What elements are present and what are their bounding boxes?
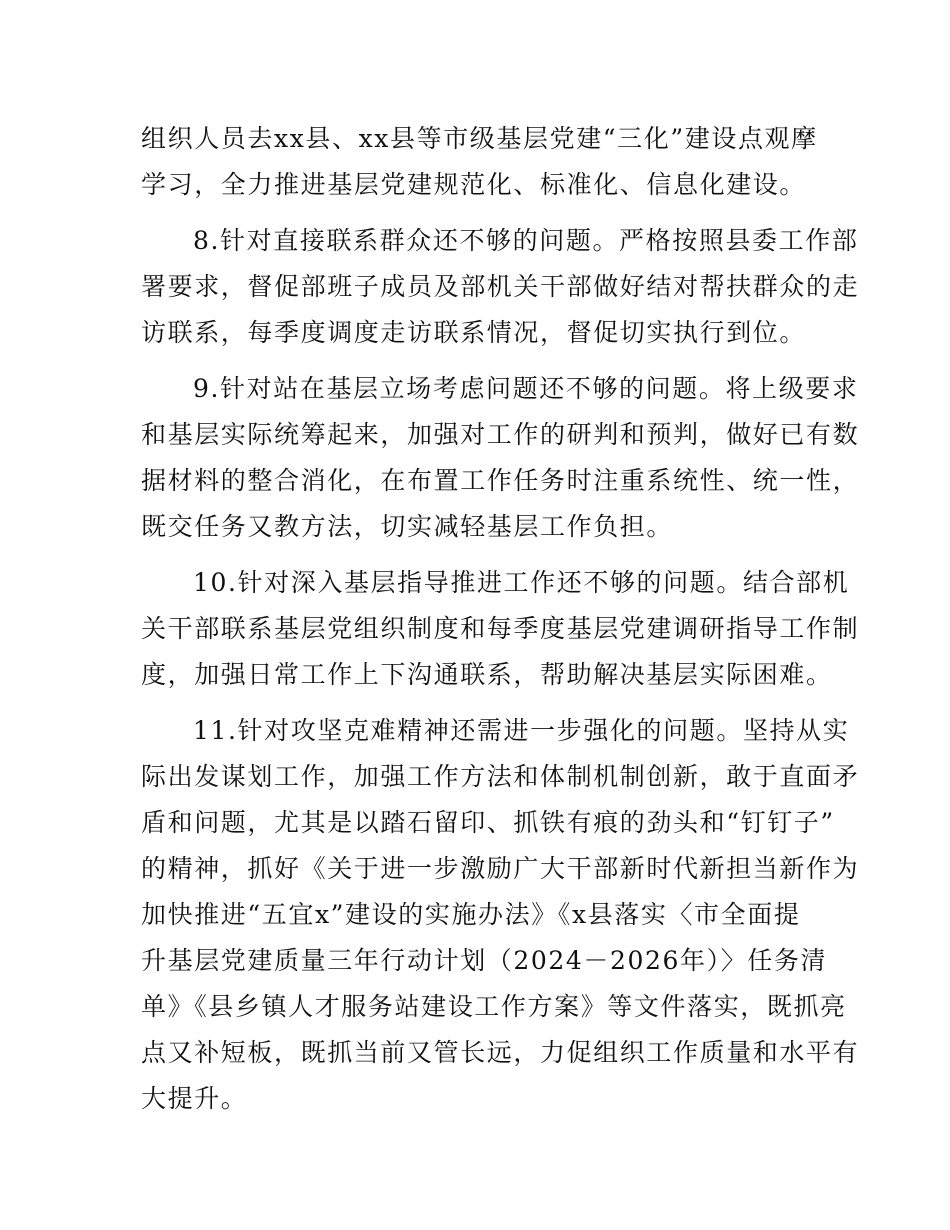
text-line: 8.针对直接联系群众还不够的问题。严格按照县委工作部 <box>193 226 859 255</box>
text-line: 单》《县乡镇人才服务站建设工作方案》等文件落实，既抓亮 <box>141 992 847 1021</box>
text-line: 点又补短板，既抓当前又管长远，力促组织工作质量和水平有 <box>141 1038 860 1067</box>
text-line: 际出发谋划工作，加强工作方法和体制机制创新，敢于直面矛 <box>141 762 860 791</box>
text-line: 既交任务又教方法，切实减轻基层工作负担。 <box>141 512 674 541</box>
text-line: 10.针对深入基层指导推进工作还不够的问题。结合部机 <box>193 568 850 597</box>
paragraph-gap <box>141 550 811 560</box>
text-line: 关干部联系基层党组织制度和每季度基层党建调研指导工作制 <box>141 614 860 643</box>
paragraph-gap <box>141 356 811 366</box>
text-line: 盾和问题，尤其是以踏石留印、抓铁有痕的劲头和“钉钉子” <box>141 808 835 837</box>
paragraph-item-8 <box>141 218 860 356</box>
paragraph-item-10 <box>141 560 860 698</box>
text-line: 访联系，每季度调度走访联系情况，督促切实执行到位。 <box>141 318 807 347</box>
paragraph-continued <box>141 116 818 208</box>
text-line: 度，加强日常工作上下沟通联系，帮助解决基层实际困难。 <box>141 660 833 689</box>
paragraph-item-9 <box>141 366 860 550</box>
text-line: 大提升。 <box>141 1084 248 1113</box>
text-line: 加快推进“五宜x”建设的实施办法》《x县落实〈市全面提 <box>141 900 801 929</box>
text-line: 署要求，督促部班子成员及部机关干部做好结对帮扶群众的走 <box>141 272 860 301</box>
paragraph-gap <box>141 208 811 218</box>
text-line: 升基层党建质量三年行动计划（2024－2026年）〉任务清 <box>141 946 828 975</box>
text-line: 和基层实际统筹起来，加强对工作的研判和预判，做好已有数 <box>141 420 860 449</box>
paragraph-item-11 <box>141 708 860 1122</box>
text-line: 11.针对攻坚克难精神还需进一步强化的问题。坚持从实 <box>193 716 850 745</box>
text-line: 学习，全力推进基层党建规范化、标准化、信息化建设。 <box>141 170 807 199</box>
paragraph-gap <box>141 698 811 708</box>
document-body <box>141 116 860 1122</box>
text-line: 9.针对站在基层立场考虑问题还不够的问题。将上级要求 <box>193 374 859 403</box>
text-line: 组织人员去xx县、xx县等市级基层党建“三化”建设点观摩 <box>141 124 818 153</box>
text-line: 的精神，抓好《关于进一步激励广大干部新时代新担当新作为 <box>141 854 860 883</box>
text-line: 据材料的整合消化，在布置工作任务时注重系统性、统一性， <box>141 466 860 495</box>
